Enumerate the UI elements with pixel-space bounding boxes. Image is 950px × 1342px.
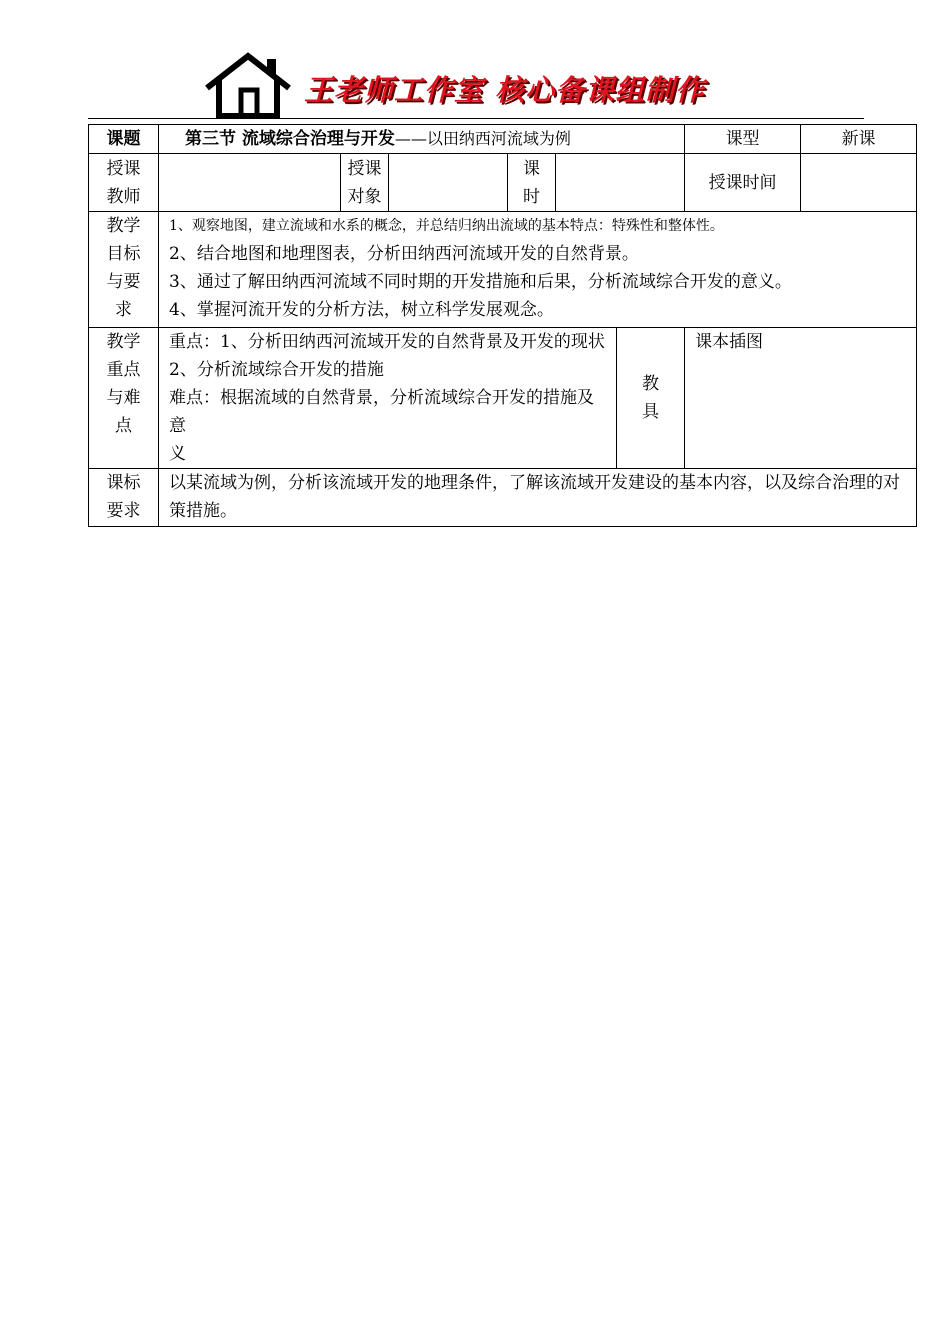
teacher-label: 授课 教师 bbox=[89, 154, 159, 212]
time-value bbox=[801, 154, 917, 212]
keypoint-line: 重点：1、分析田纳西河流域开发的自然背景及开发的现状 bbox=[169, 332, 605, 352]
audience-value bbox=[389, 154, 508, 212]
row-goals bbox=[89, 212, 917, 328]
brand-title: 王老师工作室 核心备课组制作 bbox=[304, 73, 706, 107]
row-standard bbox=[89, 469, 917, 527]
row-keypoints bbox=[89, 328, 917, 469]
period-value bbox=[556, 154, 685, 212]
goals-label: 教学 目标 与要 求 bbox=[89, 212, 159, 328]
goals-content bbox=[159, 212, 917, 328]
row-topic bbox=[89, 125, 917, 154]
topic-title-main: 第三节 流域综合治理与开发 bbox=[185, 129, 395, 149]
keypoint-line: 2、分析流域综合开发的措施 bbox=[169, 360, 384, 380]
tools-label: 教 具 bbox=[617, 328, 685, 469]
standard-label: 课标 要求 bbox=[89, 469, 159, 527]
keypoints-label: 教学 重点 与难 点 bbox=[89, 328, 159, 469]
tools-value: 课本插图 bbox=[685, 328, 917, 469]
house-icon bbox=[203, 50, 293, 120]
teacher-value bbox=[159, 154, 341, 212]
topic-title-sub: ——以田纳西河流域为例 bbox=[394, 129, 571, 148]
keypoint-line: 难点：根据流域的自然背景，分析流域综合开发的措施及意 bbox=[169, 388, 594, 436]
lesson-plan-table bbox=[88, 124, 917, 527]
goal-item: 2、结合地图和地理图表，分析田纳西河流域开发的自然背景。 bbox=[169, 244, 639, 264]
period-label: 课 时 bbox=[508, 154, 556, 212]
lesson-type-value: 新课 bbox=[801, 125, 917, 154]
header-divider bbox=[88, 118, 864, 119]
topic-title-cell bbox=[159, 125, 685, 154]
goal-item: 4、掌握河流开发的分析方法，树立科学发展观念。 bbox=[169, 300, 554, 320]
keypoint-line: 义 bbox=[169, 444, 186, 464]
standard-content: 以某流域为例，分析该流域开发的地理条件，了解该流域开发建设的基本内容，以及综合治理的对策措施。 bbox=[159, 469, 917, 527]
audience-label: 授课 对象 bbox=[341, 154, 389, 212]
lesson-type-label: 课型 bbox=[685, 125, 801, 154]
time-label: 授课时间 bbox=[685, 154, 801, 212]
page-header bbox=[0, 0, 950, 120]
goal-item: 3、通过了解田纳西河流域不同时期的开发措施和后果，分析流域综合开发的意义。 bbox=[169, 272, 792, 292]
row-teacher bbox=[89, 154, 917, 212]
topic-label: 课题 bbox=[89, 125, 159, 154]
keypoints-content bbox=[159, 328, 617, 469]
goal-item: 1、观察地图，建立流域和水系的概念，并总结归纳出流域的基本特点：特殊性和整体性。 bbox=[169, 218, 724, 234]
